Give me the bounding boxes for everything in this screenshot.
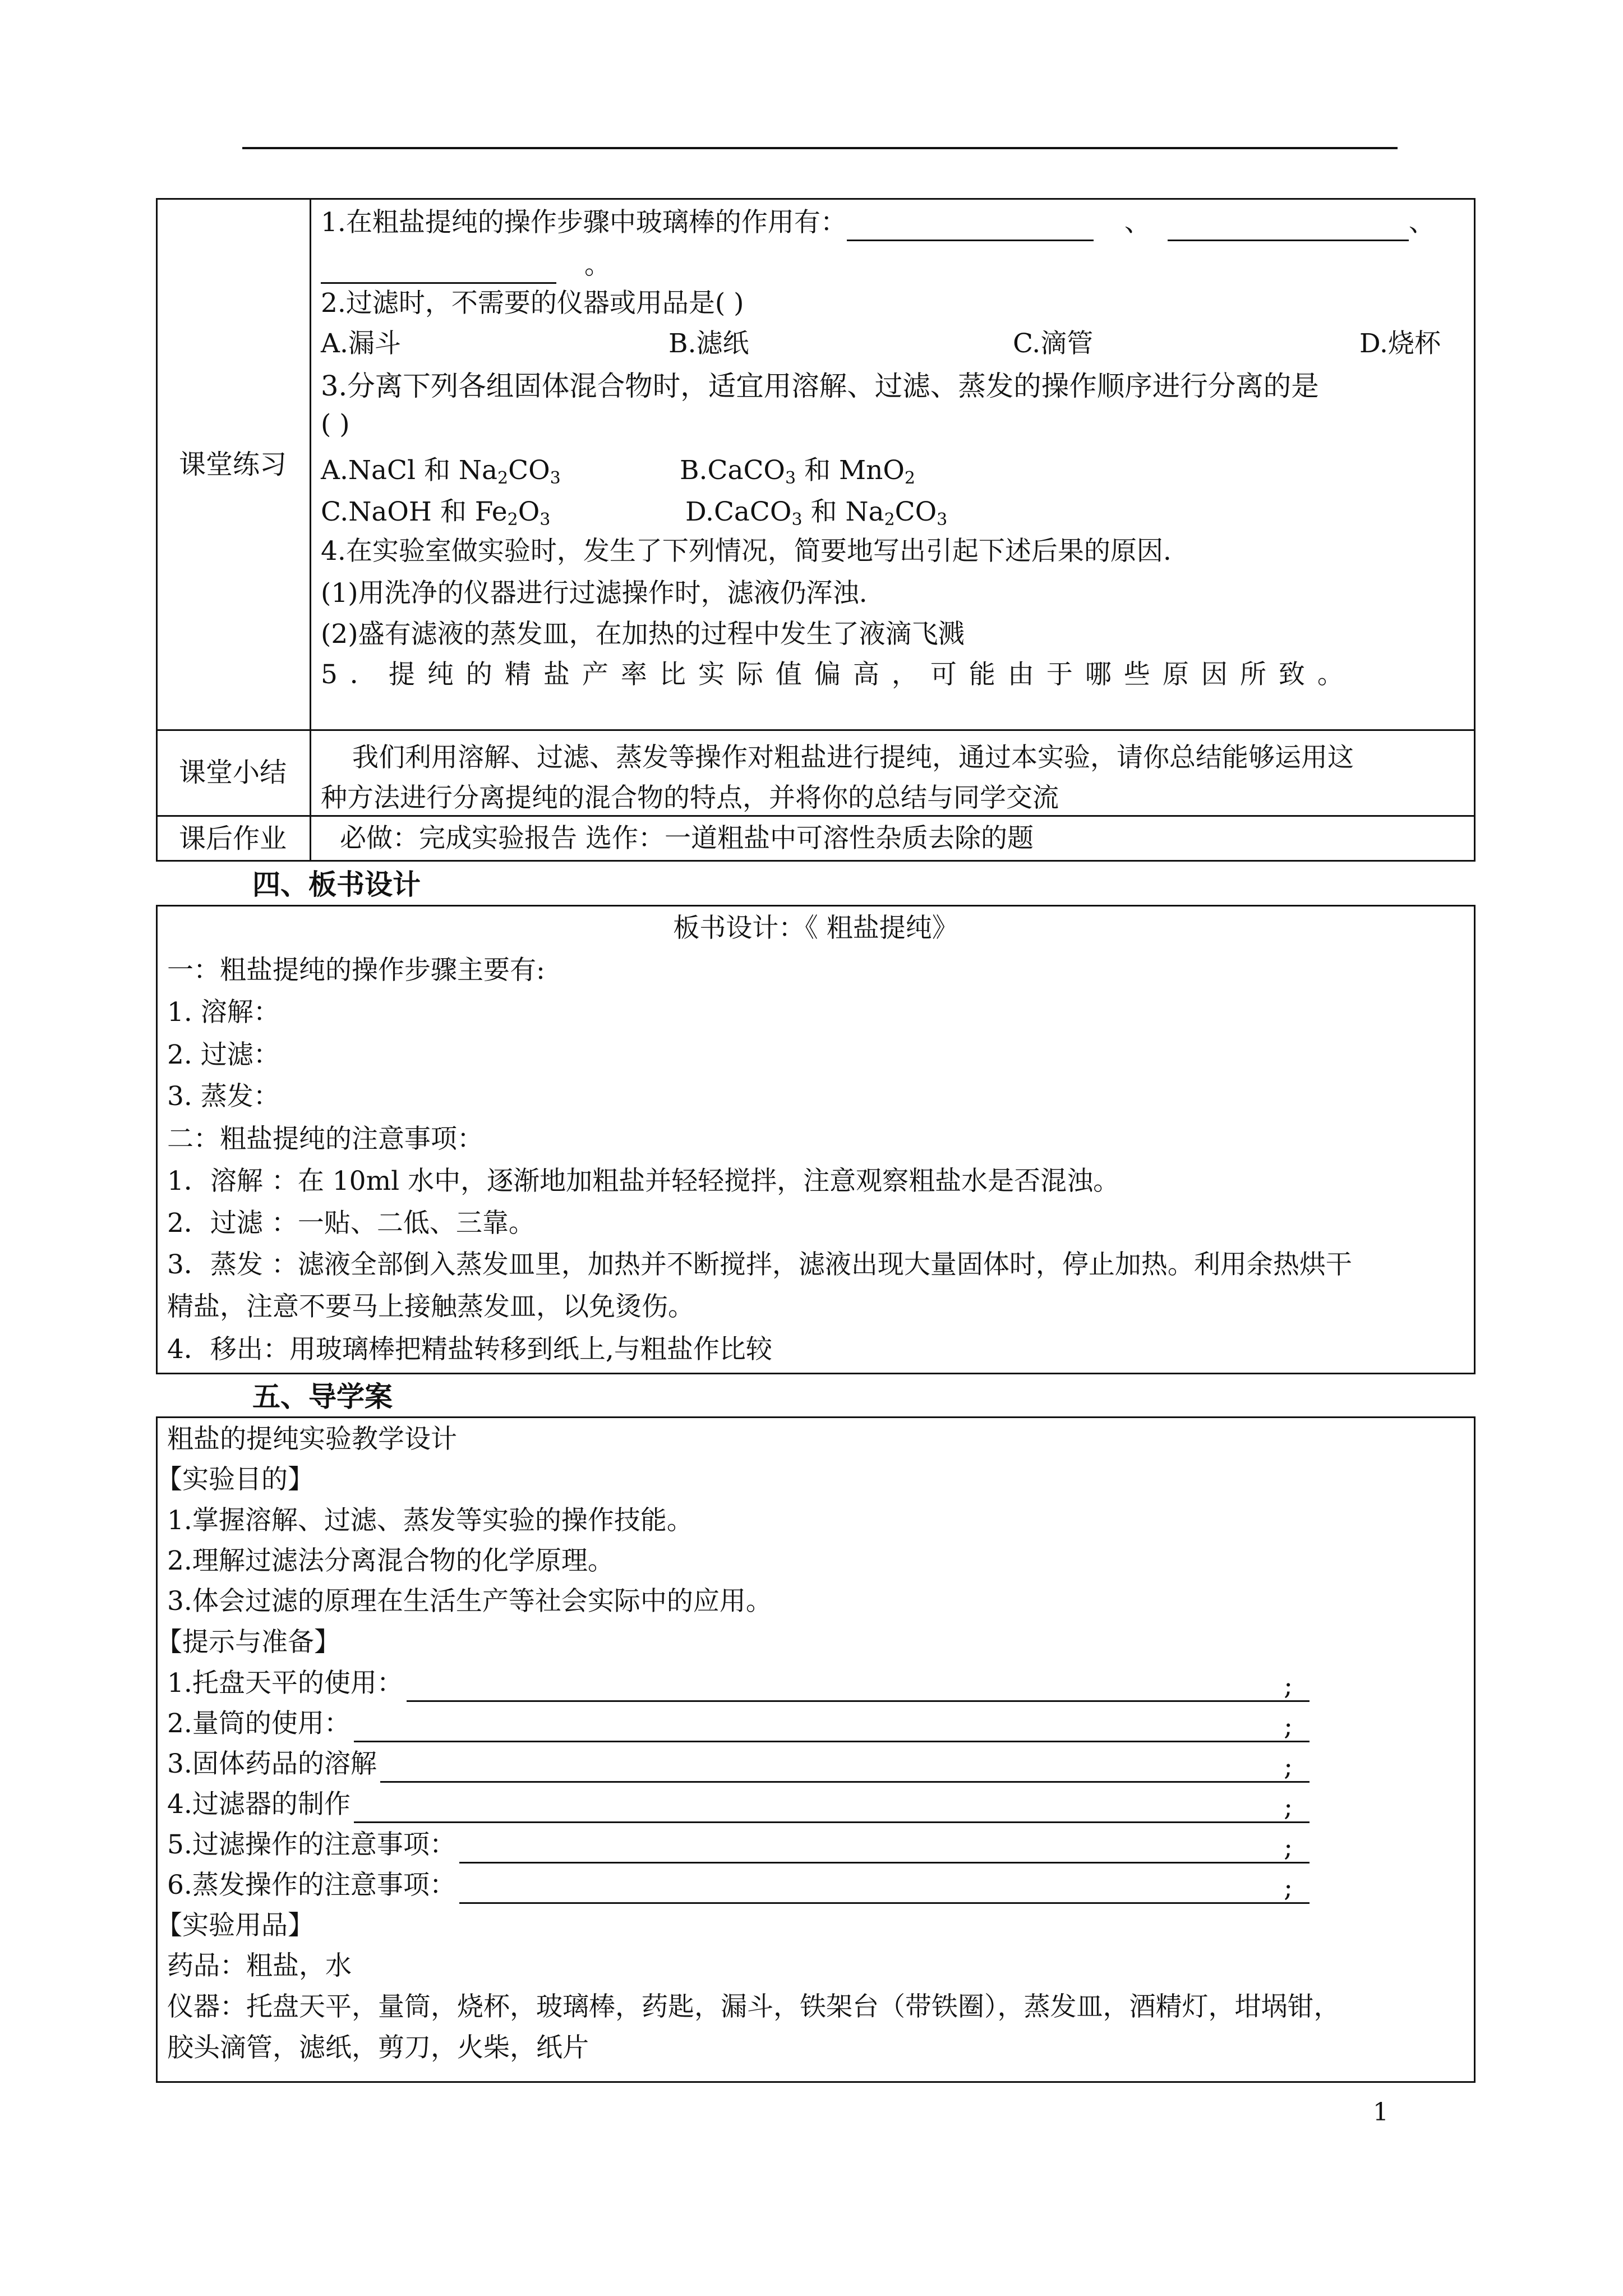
prep-item-end: ; [1284, 1671, 1293, 1701]
instruments-line-1: 仪器：托盘天平，量筒，烧杯，玻璃棒，药匙，漏斗，铁架台（带铁圈），蒸发皿，酒精灯，坩埚钳， [167, 1991, 1340, 2022]
q3-option-c: C.NaOH 和 $Fe_2O_3$ [321, 496, 551, 530]
prep-item-end: ; [1284, 1751, 1293, 1782]
page-number: 1 [1373, 2098, 1389, 2127]
prep-item [167, 1867, 1310, 1904]
homework-text: 必做：完成实验报告 选作：一道粗盐中可溶性杂质去除的题 [340, 823, 1034, 854]
summary-line-1: 我们利用溶解、过滤、蒸发等操作对粗盐进行提纯，通过本实验，请你总结能够运用这 [352, 742, 1354, 773]
q3-option-a: A.NaCl 和 $Na_2CO_3$ [321, 455, 561, 488]
answer-blank[interactable] [407, 1673, 1310, 1702]
q2-option-a: A.漏斗 [321, 328, 401, 359]
prep-item-end: ; [1284, 1711, 1293, 1742]
question-3: 3.分离下列各组固体混合物时，适宜用溶解、过滤、蒸发的操作顺序进行分离的是 [321, 370, 1319, 402]
prep-item [167, 1705, 1310, 1742]
board-design-line: 4．移出：用玻璃棒把精盐转移到纸上,与粗盐作比较 [167, 1334, 772, 1365]
prep-item-end: ; [1284, 1832, 1293, 1863]
supplies-heading: 【实验用品】 [156, 1910, 314, 1941]
board-design-line: 1. 溶解： [167, 997, 280, 1028]
answer-blank[interactable] [380, 1751, 1310, 1783]
table-row-divider [156, 729, 1476, 731]
board-design-line: 2．过滤 ：一贴、二低、三靠。 [167, 1208, 535, 1239]
prep-item [167, 1746, 1310, 1783]
purpose-heading: 【实验目的】 [156, 1464, 314, 1495]
board-design-line: 二：粗盐提纯的注意事项： [167, 1124, 483, 1154]
prep-item-label: 2.量筒的使用： [167, 1708, 351, 1739]
prep-item-label: 3.固体药品的溶解 [167, 1749, 377, 1779]
summary-line-2: 种方法进行分离提纯的混合物的特点，并将你的总结与同学交流 [321, 783, 1059, 813]
question-4: 4.在实验室做实验时，发生了下列情况，简要地写出引起下述后果的原因. [321, 536, 1172, 567]
prep-item-end: ; [1284, 1872, 1293, 1903]
board-design-line: 3．蒸发 ：滤液全部倒入蒸发皿里，加热并不断搅拌，滤液出现大量固体时，停止加热。利用余热烘干 [167, 1249, 1352, 1280]
question-4-2: (2)盛有滤液的蒸发皿，在加热的过程中发生了液滴飞溅 [321, 619, 965, 650]
purpose-item: 3.体会过滤的原理在生活生产等社会实际中的应用。 [167, 1586, 772, 1617]
question-1: 1.在粗盐提纯的操作步骤中玻璃棒的作用有： 、 、 [321, 204, 1435, 241]
prep-item [167, 1826, 1310, 1864]
prep-item-end: ; [1284, 1792, 1293, 1823]
answer-blank[interactable] [459, 1832, 1310, 1864]
prep-heading: 【提示与准备】 [156, 1627, 340, 1658]
q2-option-b: B.滤纸 [668, 328, 749, 359]
question-2: 2.过滤时，不需要的仪器或用品是( ) [321, 288, 744, 319]
prep-item-label: 6.蒸发操作的注意事项： [167, 1870, 456, 1901]
question-1-cont: 。 [321, 247, 611, 284]
board-design-line: 2. 过滤： [167, 1039, 280, 1070]
board-design-line: 1．溶解 ：在 10ml 水中，逐渐地加粗盐并轻轻搅拌，注意观察粗盐水是否混浊。 [167, 1166, 1120, 1197]
drugs-line: 药品：粗盐，水 [167, 1950, 352, 1981]
prep-item-label: 4.过滤器的制作 [167, 1789, 351, 1820]
answer-blank[interactable] [847, 215, 1094, 241]
instruments-line-2: 胶头滴管，滤纸，剪刀，火柴，纸片 [167, 2032, 589, 2063]
prep-item-label: 1.托盘天平的使用： [167, 1668, 403, 1699]
header-rule [242, 147, 1398, 149]
prep-item [167, 1786, 1310, 1823]
answer-blank[interactable] [1168, 215, 1409, 241]
table-column-divider [310, 198, 311, 862]
purpose-item: 2.理解过滤法分离混合物的化学原理。 [167, 1545, 614, 1576]
section-4-heading: 四、板书设计 [252, 868, 421, 901]
answer-blank[interactable] [354, 1792, 1310, 1823]
answer-blank[interactable] [321, 257, 556, 284]
summary-label: 课堂小结 [178, 757, 287, 788]
question-3-paren: ( ) [321, 409, 350, 440]
q3-option-b: B.CaCO$_3$ 和 MnO$_2$ [680, 455, 915, 488]
purpose-item: 1.掌握溶解、过滤、蒸发等实验的操作技能。 [167, 1505, 693, 1536]
q2-option-c: C.滴管 [1013, 328, 1094, 359]
section-5-heading: 五、导学案 [252, 1380, 393, 1413]
prep-item [167, 1665, 1310, 1702]
question-5: 5．提纯的精盐产率比实际值偏高，可能由于哪些原因所致。 [321, 659, 1356, 690]
answer-blank[interactable] [354, 1711, 1310, 1742]
board-design-line: 精盐，注意不要马上接触蒸发皿，以免烫伤。 [167, 1291, 694, 1322]
homework-label: 课后作业 [178, 823, 287, 854]
question-4-1: (1)用洗净的仪器进行过滤操作时，滤液仍浑浊. [321, 578, 868, 609]
practice-label: 课堂练习 [178, 449, 287, 480]
study-plan-title: 粗盐的提纯实验教学设计 [167, 1424, 457, 1455]
answer-blank[interactable] [459, 1872, 1310, 1904]
q3-option-d: D.CaCO$_3$ 和 $Na_2CO_3$ [685, 496, 948, 530]
board-design-title: 板书设计：《 粗盐提纯》 [673, 913, 958, 944]
board-design-line: 3. 蒸发： [167, 1081, 280, 1112]
q2-option-d: D.烧杯 [1359, 328, 1441, 359]
prep-item-label: 5.过滤操作的注意事项： [167, 1829, 456, 1860]
board-design-line: 一：粗盐提纯的操作步骤主要有: [167, 955, 545, 986]
